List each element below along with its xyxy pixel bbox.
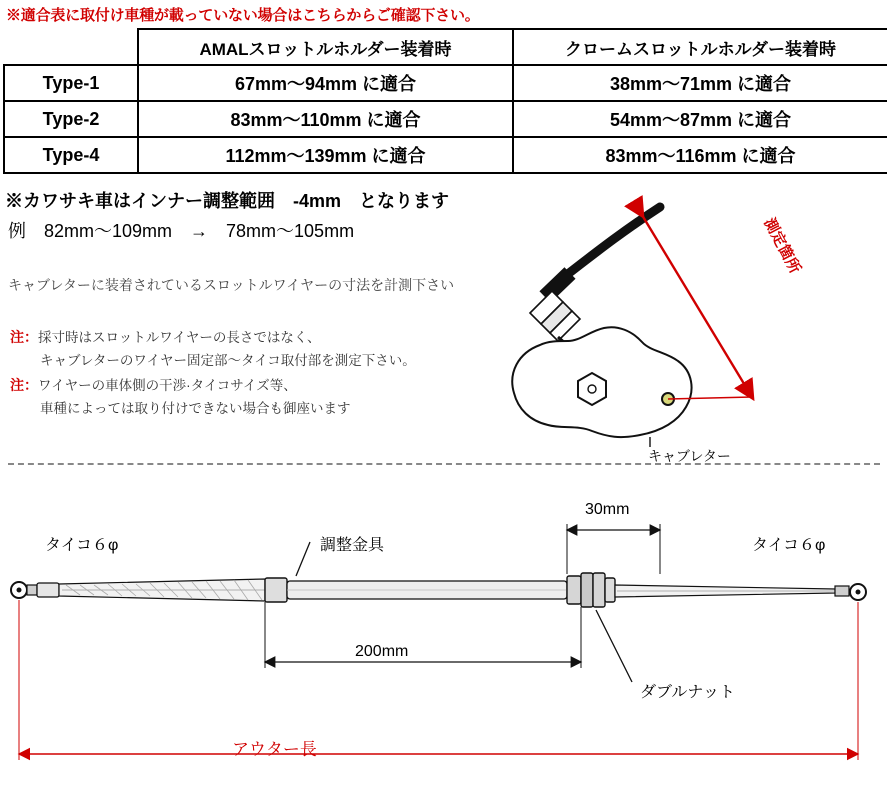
caution-2-text: ワイヤーの車体側の干渉·タイコサイズ等、 <box>38 378 297 393</box>
label-double-nut: ダブルナット <box>640 684 736 701</box>
measure-point-label: 測定箇所 <box>760 215 804 277</box>
row-amal-value: 112mm〜139mm に適合 <box>138 137 513 173</box>
measure-instruction: キャブレターに装着されているスロットルワイヤーの寸法を計測下さい <box>8 277 455 293</box>
row-amal-value: 83mm〜110mm に適合 <box>138 101 513 137</box>
carburetor-caption: キャブレター <box>648 448 731 464</box>
dimension-30mm <box>567 524 660 574</box>
right-cable-section <box>615 585 835 597</box>
table-row <box>4 137 887 173</box>
row-type-label: Type-2 <box>4 101 138 137</box>
adjuster-leader <box>296 542 310 576</box>
caution-1-line2: キャブレターのワイヤー固定部〜タイコ取付部を測定下さい。 <box>40 353 416 368</box>
adjuster-fitting <box>265 578 567 602</box>
left-taiko <box>11 582 37 598</box>
table-row <box>4 101 887 137</box>
table-header-chrome: クロームスロットルホルダー装着時 <box>513 29 887 65</box>
label-taiko-left: タイコ６φ <box>45 537 119 554</box>
row-type-label: Type-1 <box>4 65 138 101</box>
row-chrome-value: 54mm〜87mm に適合 <box>513 101 887 137</box>
dimension-200mm <box>265 602 581 668</box>
caution-mark: 注： <box>10 377 38 393</box>
table-row <box>4 65 887 101</box>
table-header-amal: AMALスロットルホルダー装着時 <box>138 29 513 65</box>
section-divider <box>8 463 880 465</box>
top-note: ※適合表に取付け車種が載っていない場合はこちらからご確認下さい。 <box>6 7 480 24</box>
left-cable-section <box>37 579 265 601</box>
caution-2 <box>10 374 297 395</box>
label-adjuster: 調整金具 <box>320 537 385 554</box>
row-type-label: Type-4 <box>4 137 138 173</box>
caution-1-text: 採寸時はスロットルワイヤーの長さではなく、 <box>38 330 321 345</box>
caution-1 <box>10 326 321 347</box>
kawasaki-example: 例 82mm〜109mm → 78mm〜105mm <box>8 221 355 241</box>
row-amal-value: 67mm〜94mm に適合 <box>138 65 513 101</box>
row-chrome-value: 83mm〜116mm に適合 <box>513 137 887 173</box>
compatibility-table <box>3 28 887 174</box>
kawasaki-note: ※カワサキ車はインナー調整範囲 -4mm となります <box>5 191 450 211</box>
double-nut <box>567 573 615 607</box>
row-chrome-value: 38mm〜71mm に適合 <box>513 65 887 101</box>
carburetor-illustration <box>500 185 880 455</box>
right-taiko <box>835 584 866 600</box>
bolt-center <box>588 385 596 393</box>
label-nut-dimension: 30mm <box>585 501 630 518</box>
caution-mark: 注： <box>10 329 38 345</box>
label-outer-length: アウター長 <box>232 740 317 759</box>
table-header-corner <box>4 29 138 65</box>
caution-2-line2: 車種によっては取り付けできない場合も御座います <box>40 401 351 416</box>
label-inner-dimension: 200mm <box>355 643 409 660</box>
table-header-row <box>4 29 887 65</box>
doublenut-leader <box>596 610 632 682</box>
adjuster-body <box>530 291 580 341</box>
label-taiko-right: タイコ６φ <box>752 537 826 554</box>
